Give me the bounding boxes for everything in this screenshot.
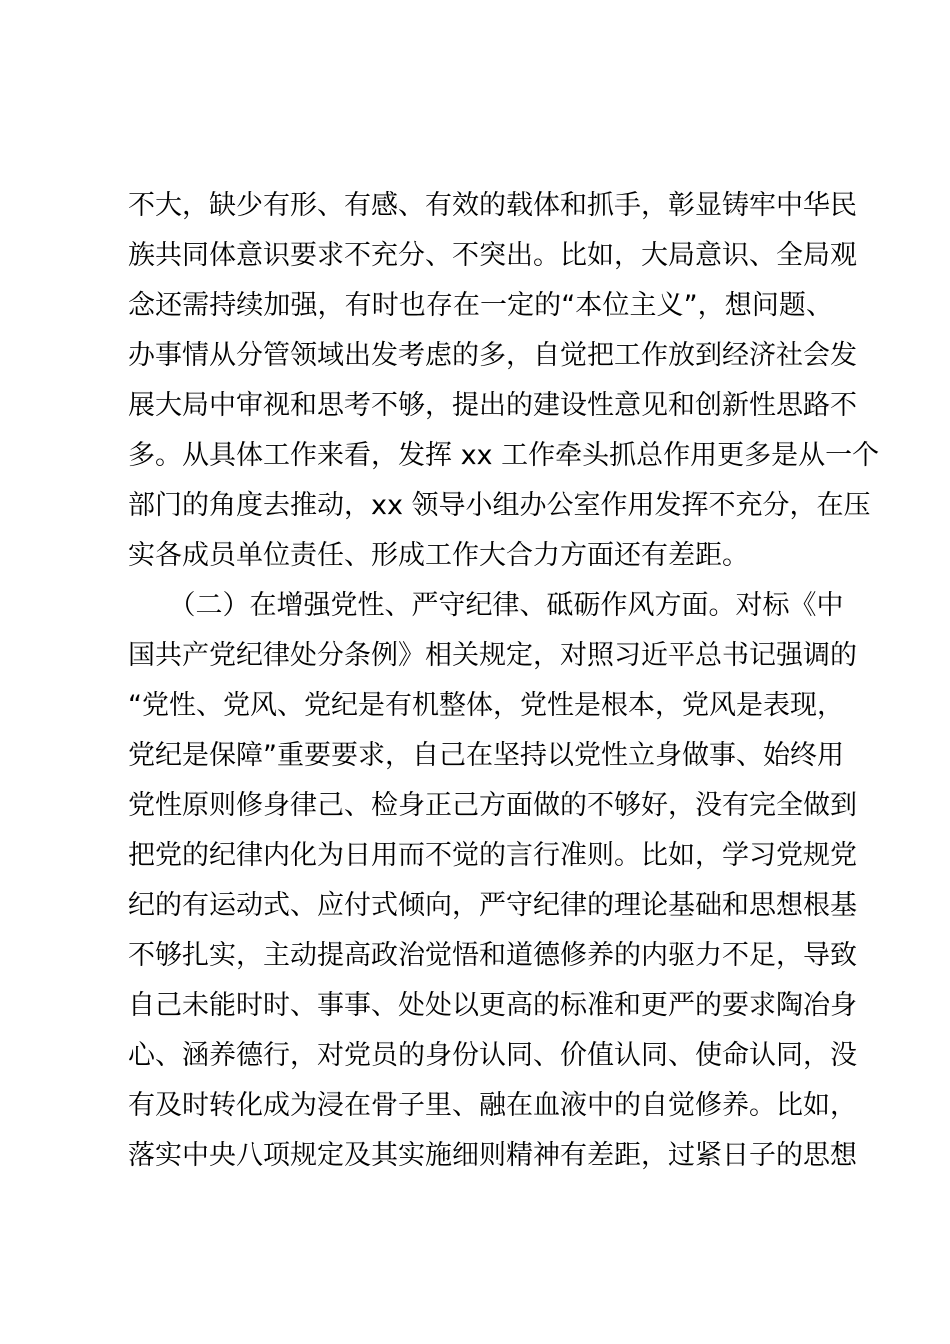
text-line: 不够扎实，主动提高政治觉悟和道德修养的内驱力不足，导致 [128,940,857,971]
text-line: 族共同体意识要求不充分、不突出。比如，大局意识、全局观 [128,240,857,271]
section-heading-line: （二）在增强党性、严守纪律、砥砺作风方面。对标《中 [128,590,844,621]
text-line: 国共产党纪律处分条例》相关规定，对照习近平总书记强调的 [128,640,857,671]
text-line: 落实中央八项规定及其实施细则精神有差距，过紧日子的思想 [128,1140,857,1171]
text-line: 多。从具体工作来看，发挥 xx 工作牵头抓总作用更多是从一个 [128,440,880,471]
text-line: 实各成员单位责任、形成工作大合力方面还有差距。 [128,540,749,571]
text-line: 把党的纪律内化为日用而不觉的言行准则。比如，学习党规党 [128,840,857,871]
text-line: 党性原则修身律己、检身正己方面做的不够好，没有完全做到 [128,790,857,821]
text-line: 党纪是保障”重要要求，自己在坚持以党性立身做事、始终用 [128,740,844,771]
text-line: 展大局中审视和思考不够，提出的建设性意见和创新性思路不 [128,390,857,421]
text-line: 纪的有运动式、应付式倾向，严守纪律的理论基础和思想根基 [128,890,857,921]
body-text [128,181,880,1181]
text-line: 不大，缺少有形、有感、有效的载体和抓手，彰显铸牢中华民 [128,190,857,221]
text-line: 部门的角度去推动，xx 领导小组办公室作用发挥不充分，在压 [128,490,871,521]
text-line: 念还需持续加强，有时也存在一定的“本位主义”，想问题、 [128,290,833,321]
text-line: 自己未能时时、事事、处处以更高的标准和更严的要求陶冶身 [128,990,857,1021]
text-line: 有及时转化成为浸在骨子里、融在血液中的自觉修养。比如， [128,1090,857,1121]
text-line: “党性、党风、党纪是有机整体，党性是根本，党风是表现， [128,690,844,721]
text-line: 办事情从分管领域出发考虑的多，自觉把工作放到经济社会发 [128,340,857,371]
text-line: 心、涵养德行，对党员的身份认同、价值认同、使命认同，没 [128,1040,857,1071]
